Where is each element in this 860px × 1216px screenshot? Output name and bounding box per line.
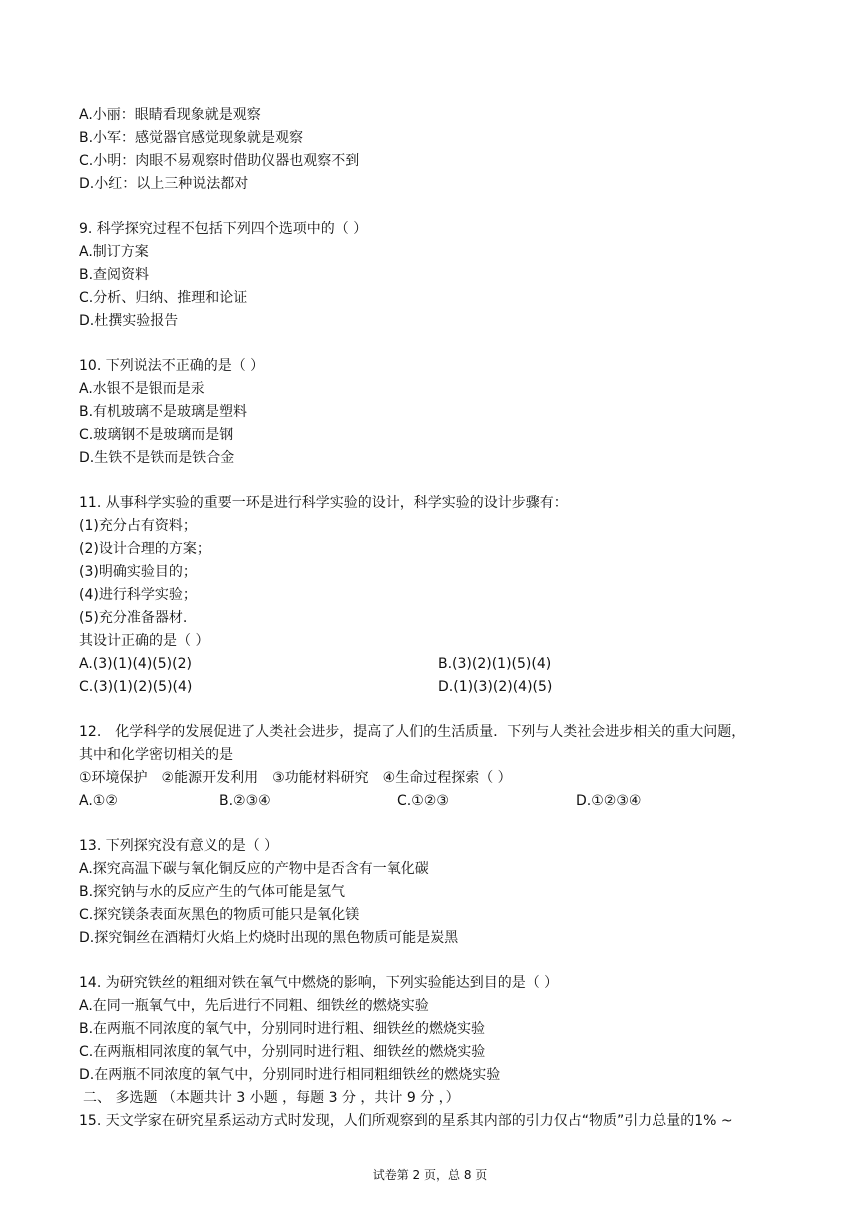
q8-option-c: C.小明：肉眼不易观察时借助仪器也观察不到 bbox=[79, 153, 360, 169]
q12-options-row bbox=[79, 790, 779, 813]
q12-option-b: B.②③④ bbox=[219, 793, 271, 809]
q8-option-b: B.小军：感觉器官感觉现象就是观察 bbox=[79, 130, 304, 146]
q13-option-c: C.探究镁条表面灰黑色的物质可能只是氧化镁 bbox=[79, 907, 360, 923]
q14-option-c: C.在两瓶相同浓度的氧气中，分别同时进行粗、细铁丝的燃烧实验 bbox=[79, 1044, 486, 1060]
spacer bbox=[79, 196, 779, 218]
q10-option-b: B.有机玻璃不是玻璃是塑料 bbox=[79, 404, 248, 420]
q11-ask: 其设计正确的是（ ） bbox=[79, 633, 210, 649]
q8-option-a: A.小丽：眼睛看现象就是观察 bbox=[79, 107, 261, 123]
spacer bbox=[79, 699, 779, 721]
section-2-heading: 二、 多选题 （本题共计 3 小题 ，每题 3 分 ，共计 9 分 ，） bbox=[83, 1090, 460, 1106]
q10-option-c: C.玻璃钢不是玻璃而是钢 bbox=[79, 427, 234, 443]
q8-option-d: D.小红：以上三种说法都对 bbox=[79, 176, 249, 192]
q11-stem: 11. 从事科学实验的重要一环是进行科学实验的设计，科学实验的设计步骤有： bbox=[79, 495, 568, 511]
question-14 bbox=[79, 972, 779, 1087]
q12-stem-line-2: 其中和化学密切相关的是 bbox=[79, 747, 233, 763]
q10-option-a: A.水银不是银而是汞 bbox=[79, 381, 205, 397]
q11-step-4: (4)进行科学实验； bbox=[79, 587, 197, 603]
q9-option-d: D.杜撰实验报告 bbox=[79, 313, 179, 329]
spacer bbox=[79, 470, 779, 492]
q12-items: ①环境保护 ②能源开发利用 ③功能材料研究 ④生命过程探索（ ） bbox=[79, 770, 512, 786]
q11-option-d: D.(1)(3)(2)(4)(5) bbox=[438, 679, 553, 695]
q13-option-b: B.探究钠与水的反应产生的气体可能是氢气 bbox=[79, 884, 346, 900]
q11-option-c: C.(3)(1)(2)(5)(4) bbox=[79, 679, 193, 695]
q14-option-b: B.在两瓶不同浓度的氧气中，分别同时进行粗、细铁丝的燃烧实验 bbox=[79, 1021, 486, 1037]
q11-step-2: (2)设计合理的方案； bbox=[79, 541, 211, 557]
q13-stem: 13. 下列探究没有意义的是（ ） bbox=[79, 838, 279, 854]
question-15 bbox=[79, 1110, 779, 1133]
spacer bbox=[79, 950, 779, 972]
q14-stem: 14. 为研究铁丝的粗细对铁在氧气中燃烧的影响，下列实验能达到目的是（ ） bbox=[79, 975, 559, 991]
q10-option-d: D.生铁不是铁而是铁合金 bbox=[79, 450, 235, 466]
q11-options-row-2 bbox=[79, 676, 779, 699]
q11-step-5: (5)充分准备器材. bbox=[79, 610, 188, 626]
q10-stem: 10. 下列说法不正确的是（ ） bbox=[79, 358, 265, 374]
spacer bbox=[79, 333, 779, 355]
q11-option-b: B.(3)(2)(1)(5)(4) bbox=[438, 656, 552, 672]
q15-stem: 15. 天文学家在研究星系运动方式时发现，人们所观察到的星系其内部的引力仅占“物质”引力总量的1% ~ bbox=[79, 1113, 733, 1129]
question-8 bbox=[79, 104, 779, 196]
q13-option-a: A.探究高温下碳与氧化铜反应的产物中是否含有一氧化碳 bbox=[79, 861, 429, 877]
q12-stem-line-1: 12. 化学科学的发展促进了人类社会进步，提高了人们的生活质量．下列与人类社会进步相关的重大问题， bbox=[79, 724, 746, 740]
q12-option-c: C.①②③ bbox=[397, 793, 449, 809]
q9-option-c: C.分析、归纳、推理和论证 bbox=[79, 290, 248, 306]
q11-step-1: (1)充分占有资料； bbox=[79, 518, 197, 534]
q14-option-d: D.在两瓶不同浓度的氧气中，分别同时进行相同粗细铁丝的燃烧实验 bbox=[79, 1067, 501, 1083]
q11-step-3: (3)明确实验目的； bbox=[79, 564, 197, 580]
q9-option-b: B.查阅资料 bbox=[79, 267, 150, 283]
q14-option-a: A.在同一瓶氧气中，先后进行不同粗、细铁丝的燃烧实验 bbox=[79, 998, 429, 1014]
question-10 bbox=[79, 355, 779, 470]
q12-option-a: A.①② bbox=[79, 793, 118, 809]
spacer bbox=[79, 813, 779, 835]
question-9 bbox=[79, 218, 779, 333]
q12-option-d: D.①②③④ bbox=[576, 793, 642, 809]
page-footer: 试卷第 2 页，总 8 页 bbox=[372, 1168, 488, 1182]
q9-option-a: A.制订方案 bbox=[79, 244, 149, 260]
q11-option-a: A.(3)(1)(4)(5)(2) bbox=[79, 656, 192, 672]
exam-content bbox=[79, 104, 779, 1133]
q11-options-row-1 bbox=[79, 653, 779, 676]
question-12 bbox=[79, 721, 779, 813]
q13-option-d: D.探究铜丝在酒精灯火焰上灼烧时出现的黑色物质可能是炭黑 bbox=[79, 930, 459, 946]
q9-stem: 9. 科学探究过程不包括下列四个选项中的（ ） bbox=[79, 221, 368, 237]
question-13 bbox=[79, 835, 779, 950]
question-11 bbox=[79, 492, 779, 699]
